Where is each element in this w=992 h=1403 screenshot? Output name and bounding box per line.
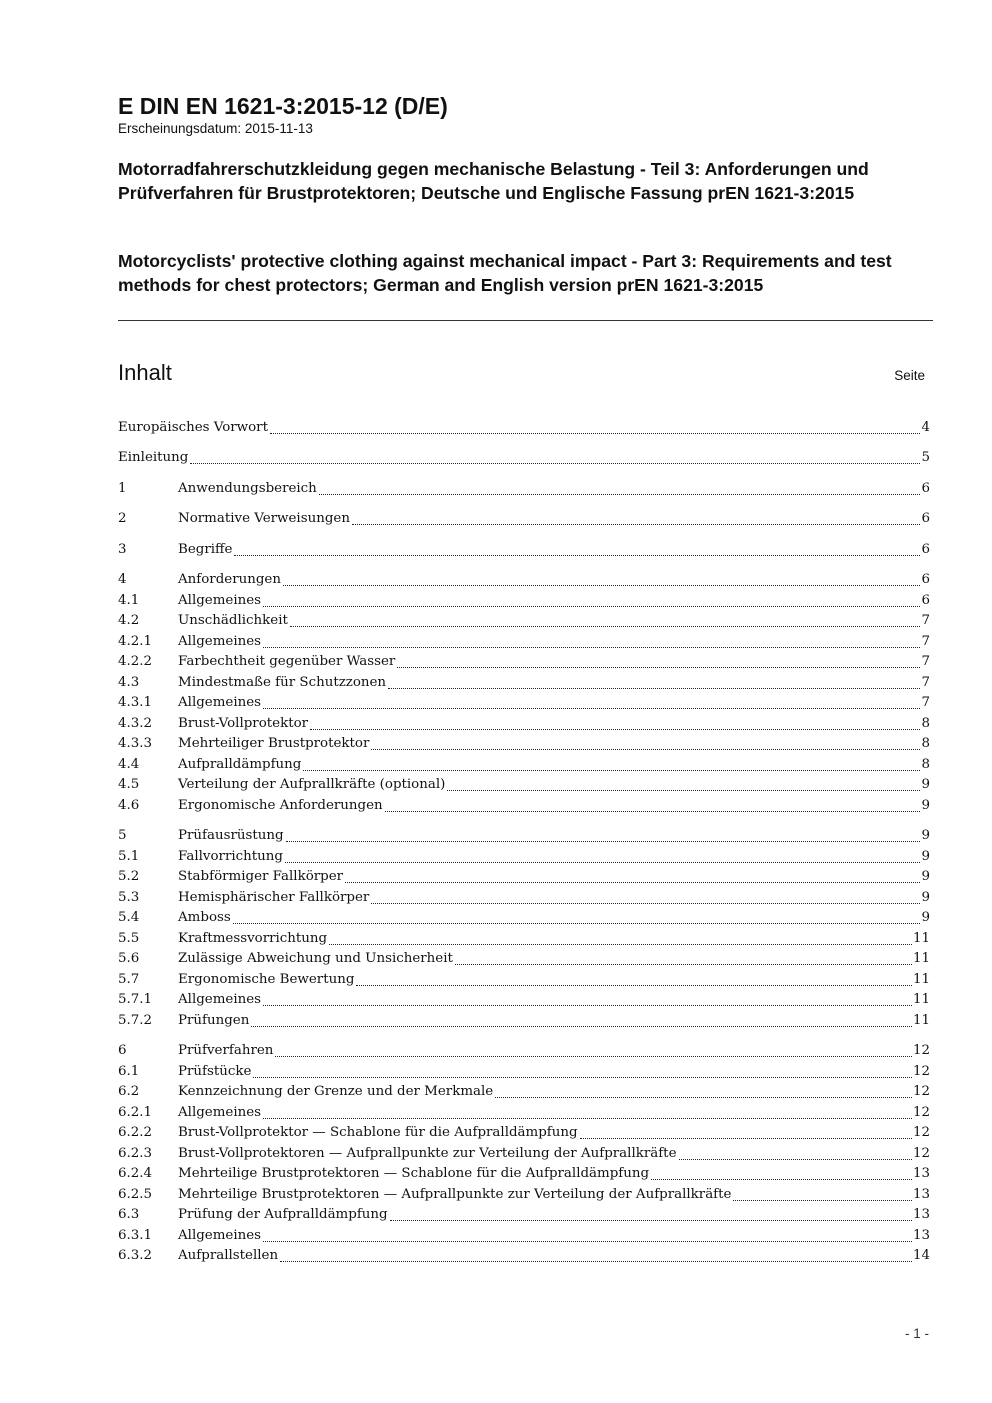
toc-entry[interactable] — [118, 826, 930, 846]
toc-entry[interactable] — [118, 1103, 930, 1123]
toc-entry-title: Einleitung — [118, 450, 189, 465]
toc-entry-title: Unschädlichkeit — [178, 613, 288, 628]
toc-entry[interactable] — [118, 949, 930, 969]
toc-leader-dots — [263, 1005, 912, 1006]
toc-entry-title: Farbechtheit gegenüber Wasser — [178, 654, 396, 669]
toc-leader-dots — [263, 606, 920, 607]
toc-entry-number: 2 — [118, 511, 127, 526]
toc-leader-dots — [455, 964, 912, 965]
toc-leader-dots — [285, 862, 921, 863]
toc-entry[interactable] — [118, 632, 930, 652]
toc-entry-page: 12 — [912, 1064, 930, 1079]
toc-entry-number: 4.3 — [118, 675, 140, 690]
toc-entry[interactable] — [118, 673, 930, 693]
toc-leader-dots — [233, 923, 921, 924]
toc-entry[interactable] — [118, 1246, 930, 1266]
toc-entry-title: Kraftmessvorrichtung — [178, 931, 328, 946]
toc-entry-number: 6.1 — [118, 1064, 140, 1079]
toc-entry-number: 5.7.1 — [118, 992, 153, 1007]
toc-entry-page: 7 — [921, 613, 930, 628]
toc-entry[interactable] — [118, 888, 930, 908]
toc-leader-dots — [495, 1097, 912, 1098]
toc-leader-dots — [280, 1261, 912, 1262]
toc-entry-page: 6 — [921, 593, 930, 608]
toc-entry[interactable] — [118, 509, 930, 529]
toc-entry[interactable] — [118, 448, 930, 468]
toc-entry-page: 11 — [912, 931, 930, 946]
toc-entry[interactable] — [118, 714, 930, 734]
toc-entry[interactable] — [118, 1041, 930, 1061]
toc-leader-dots — [286, 841, 921, 842]
toc-leader-dots — [310, 729, 920, 730]
toc-entry[interactable] — [118, 908, 930, 928]
toc-entry-number: 5.5 — [118, 931, 140, 946]
toc-entry[interactable] — [118, 540, 930, 560]
toc-entry-title: Prüfverfahren — [178, 1043, 274, 1058]
toc-entry-title: Allgemeines — [178, 1105, 262, 1120]
toc-heading: Inhalt — [118, 360, 172, 385]
toc-entry-title: Prüfausrüstung — [178, 828, 284, 843]
toc-entry-page: 12 — [912, 1146, 930, 1161]
toc-entry-number: 4.3.1 — [118, 695, 153, 710]
toc-leader-dots — [371, 903, 920, 904]
toc-entry-page: 12 — [912, 1084, 930, 1099]
toc-entry-page: 7 — [921, 695, 930, 710]
toc-entry[interactable] — [118, 479, 930, 499]
toc-entry-number: 6.2 — [118, 1084, 140, 1099]
toc-leader-dots — [275, 1056, 912, 1057]
toc-leader-dots — [290, 626, 921, 627]
toc-entry-title: Kennzeichnung der Grenze und der Merkmale — [178, 1084, 494, 1099]
toc-entry-page: 13 — [912, 1166, 930, 1181]
toc-entry-page: 9 — [921, 910, 930, 925]
toc-entry-page: 6 — [921, 542, 930, 557]
toc-leader-dots — [263, 708, 920, 709]
toc-entry-page: 8 — [921, 757, 930, 772]
toc-entry-title: Aufprallstellen — [178, 1248, 279, 1263]
toc-entry-title: Mehrteilige Brustprotektoren — Schablone für die Aufpralldämpfung — [178, 1166, 650, 1181]
publication-date: Erscheinungsdatum: 2015-11-13 — [118, 121, 313, 136]
toc-leader-dots — [371, 749, 920, 750]
toc-entry-page: 13 — [912, 1207, 930, 1222]
toc-entry-page: 9 — [921, 869, 930, 884]
toc-entry-title: Hemisphärischer Fallkörper — [178, 890, 370, 905]
toc-leader-dots — [270, 433, 921, 434]
toc-entry-page: 11 — [912, 992, 930, 1007]
toc-entry-title: Brust-Vollprotektor — Schablone für die Aufpralldämpfung — [178, 1125, 578, 1140]
toc-entry-page: 7 — [921, 654, 930, 669]
toc-entry[interactable] — [118, 867, 930, 887]
toc-entry-title: Allgemeines — [178, 992, 262, 1007]
toc-entry-page: 6 — [921, 511, 930, 526]
toc-entry[interactable] — [118, 611, 930, 631]
toc-entry-title: Allgemeines — [178, 695, 262, 710]
toc-leader-dots — [190, 463, 920, 464]
toc-entry-number: 4.2.1 — [118, 634, 153, 649]
toc-entry-title: Anforderungen — [178, 572, 281, 587]
toc-entry[interactable] — [118, 1011, 930, 1031]
toc-entry-number: 5.1 — [118, 849, 140, 864]
toc-entry-number: 4.2 — [118, 613, 140, 628]
toc-entry-number: 4.1 — [118, 593, 140, 608]
toc-leader-dots — [329, 944, 912, 945]
toc-entry-number: 4 — [118, 572, 127, 587]
toc-leader-dots — [356, 985, 912, 986]
toc-entry-page: 9 — [921, 798, 930, 813]
toc-entry-number: 1 — [118, 481, 127, 496]
toc-entry-title: Stabförmiger Fallkörper — [178, 869, 344, 884]
toc-entry-number: 6.3.1 — [118, 1228, 153, 1243]
toc-entry-page: 12 — [912, 1043, 930, 1058]
toc-entry[interactable] — [118, 1205, 930, 1225]
toc-leader-dots — [388, 688, 920, 689]
toc-entry[interactable] — [118, 570, 930, 590]
toc-entry-title: Ergonomische Anforderungen — [178, 798, 383, 813]
page-number: - 1 - — [904, 1326, 929, 1341]
toc-leader-dots — [251, 1026, 912, 1027]
toc-entry-page: 11 — [912, 1013, 930, 1028]
toc-entry[interactable] — [118, 1144, 930, 1164]
toc-entry[interactable] — [118, 418, 930, 438]
toc-entry-number: 3 — [118, 542, 127, 557]
toc-entry-title: Mehrteilige Brustprotektoren — Aufprallpunkte zur Verteilung der Aufprallkräfte — [178, 1187, 732, 1202]
toc-entry-number: 6 — [118, 1043, 127, 1058]
toc-entry-number: 5 — [118, 828, 127, 843]
toc-entry-number: 4.6 — [118, 798, 140, 813]
toc-entry[interactable] — [118, 1062, 930, 1082]
toc-entry-title: Zulässige Abweichung und Unsicherheit — [178, 951, 453, 966]
toc-leader-dots — [733, 1200, 912, 1201]
toc-entry-number: 6.2.1 — [118, 1105, 153, 1120]
toc-entry-number: 6.2.3 — [118, 1146, 153, 1161]
document-id: E DIN EN 1621-3:2015-12 (D/E) — [118, 93, 448, 119]
toc-entry-page: 6 — [921, 572, 930, 587]
toc-entry[interactable] — [118, 734, 930, 754]
toc-entry[interactable] — [118, 796, 930, 816]
toc-entry[interactable] — [118, 652, 930, 672]
toc-page-label: Seite — [894, 368, 925, 383]
toc-entry-page: 12 — [912, 1125, 930, 1140]
toc-entry[interactable] — [118, 929, 930, 949]
toc-entry[interactable] — [118, 1185, 930, 1205]
toc-leader-dots — [447, 790, 920, 791]
toc-entry-number: 4.4 — [118, 757, 140, 772]
title-german: Motorradfahrerschutzkleidung gegen mechanische Belastung - Teil 3: Anforderungen und Prüfverfahren für Brustprotektoren; Deutsche und Englische Fassung prEN 1621-3:2015 — [118, 159, 869, 203]
toc-entry-title: Mehrteiliger Brustprotektor — [178, 736, 370, 751]
toc-entry[interactable] — [118, 755, 930, 775]
toc-leader-dots — [385, 811, 921, 812]
toc-leader-dots — [283, 585, 920, 586]
toc-entry-page: 13 — [912, 1228, 930, 1243]
toc-entry-page: 8 — [921, 736, 930, 751]
toc-entry[interactable] — [118, 1123, 930, 1143]
toc-entry-title: Aufpralldämpfung — [178, 757, 302, 772]
toc-entry-number: 5.2 — [118, 869, 140, 884]
toc-entry-page: 7 — [921, 675, 930, 690]
toc-leader-dots — [319, 494, 921, 495]
toc-entry-title: Fallvorrichtung — [178, 849, 283, 864]
toc-entry-title: Brust-Vollprotektor — [178, 716, 309, 731]
toc-entry-number: 5.4 — [118, 910, 140, 925]
toc-entry-title: Allgemeines — [178, 634, 262, 649]
toc-entry-title: Normative Verweisungen — [178, 511, 350, 526]
toc-entry[interactable] — [118, 591, 930, 611]
toc-entry-page: 9 — [921, 890, 930, 905]
toc-leader-dots — [303, 770, 920, 771]
toc-entry-page: 9 — [921, 777, 930, 792]
title-english: Motorcyclists' protective clothing against mechanical impact - Part 3: Requirements and test methods for chest protectors; German and English version prEN 1621-3:2015 — [118, 251, 892, 295]
toc-leader-dots — [679, 1159, 912, 1160]
toc-entry-number: 6.2.4 — [118, 1166, 153, 1181]
toc-leader-dots — [651, 1179, 912, 1180]
toc-entry[interactable] — [118, 1082, 930, 1102]
toc-entry[interactable] — [118, 970, 930, 990]
toc-entry-page: 13 — [912, 1187, 930, 1202]
toc-entry[interactable] — [118, 1164, 930, 1184]
toc-entry-number: 4.3.3 — [118, 736, 153, 751]
toc-entry-number: 5.7 — [118, 972, 140, 987]
toc-entry-page: 12 — [912, 1105, 930, 1120]
toc-entry-title: Allgemeines — [178, 593, 262, 608]
toc-entry[interactable] — [118, 693, 930, 713]
toc-entry[interactable] — [118, 990, 930, 1010]
document-page — [118, 0, 933, 1403]
toc-leader-dots — [263, 647, 920, 648]
toc-entry-number: 6.2.2 — [118, 1125, 153, 1140]
title-divider — [118, 320, 933, 321]
toc-entry-number: 5.7.2 — [118, 1013, 153, 1028]
toc-entry-number: 6.3 — [118, 1207, 140, 1222]
toc-entry-title: Mindestmaße für Schutzzonen — [178, 675, 387, 690]
toc-entry-page: 6 — [921, 481, 930, 496]
toc-entry-title: Amboss — [178, 910, 231, 925]
toc-entry-title: Europäisches Vorwort — [118, 420, 268, 435]
toc-entry-page: 9 — [921, 849, 930, 864]
toc-entry-title: Prüfung der Aufpralldämpfung — [178, 1207, 388, 1222]
toc-entry-number: 4.3.2 — [118, 716, 153, 731]
toc-leader-dots — [253, 1077, 912, 1078]
toc-entry-page: 11 — [912, 972, 930, 987]
toc-entry-number: 5.6 — [118, 951, 140, 966]
toc-entry-page: 5 — [921, 450, 930, 465]
toc-entry-number: 6.2.5 — [118, 1187, 153, 1202]
toc-entry[interactable] — [118, 847, 930, 867]
toc-leader-dots — [352, 524, 921, 525]
toc-leader-dots — [397, 667, 920, 668]
toc-leader-dots — [263, 1118, 912, 1119]
toc-entry[interactable] — [118, 1226, 930, 1246]
toc-entry-number: 6.3.2 — [118, 1248, 153, 1263]
toc-entry-title: Anwendungsbereich — [178, 481, 317, 496]
toc-entry-title: Prüfstücke — [178, 1064, 252, 1079]
toc-leader-dots — [390, 1220, 912, 1221]
toc-entry-page: 7 — [921, 634, 930, 649]
toc-leader-dots — [345, 882, 920, 883]
toc-leader-dots — [263, 1241, 912, 1242]
toc-entry-title: Ergonomische Bewertung — [178, 972, 355, 987]
toc-entry-title: Allgemeines — [178, 1228, 262, 1243]
toc-entry-title: Brust-Vollprotektoren — Aufprallpunkte zur Verteilung der Aufprallkräfte — [178, 1146, 677, 1161]
toc-entry-page: 4 — [921, 420, 930, 435]
toc-entry-number: 5.3 — [118, 890, 140, 905]
toc-entry-page: 11 — [912, 951, 930, 966]
toc-leader-dots — [580, 1138, 912, 1139]
toc-entry-number: 4.2.2 — [118, 654, 153, 669]
toc-entry-page: 8 — [921, 716, 930, 731]
toc-entry-number: 4.5 — [118, 777, 140, 792]
toc-entry-title: Prüfungen — [178, 1013, 250, 1028]
toc-entry-title: Begriffe — [178, 542, 233, 557]
toc-entry-title: Verteilung der Aufprallkräfte (optional) — [178, 777, 446, 792]
toc-entry-page: 9 — [921, 828, 930, 843]
toc-entry[interactable] — [118, 775, 930, 795]
toc-leader-dots — [234, 555, 920, 556]
toc-entry-page: 14 — [912, 1248, 930, 1263]
